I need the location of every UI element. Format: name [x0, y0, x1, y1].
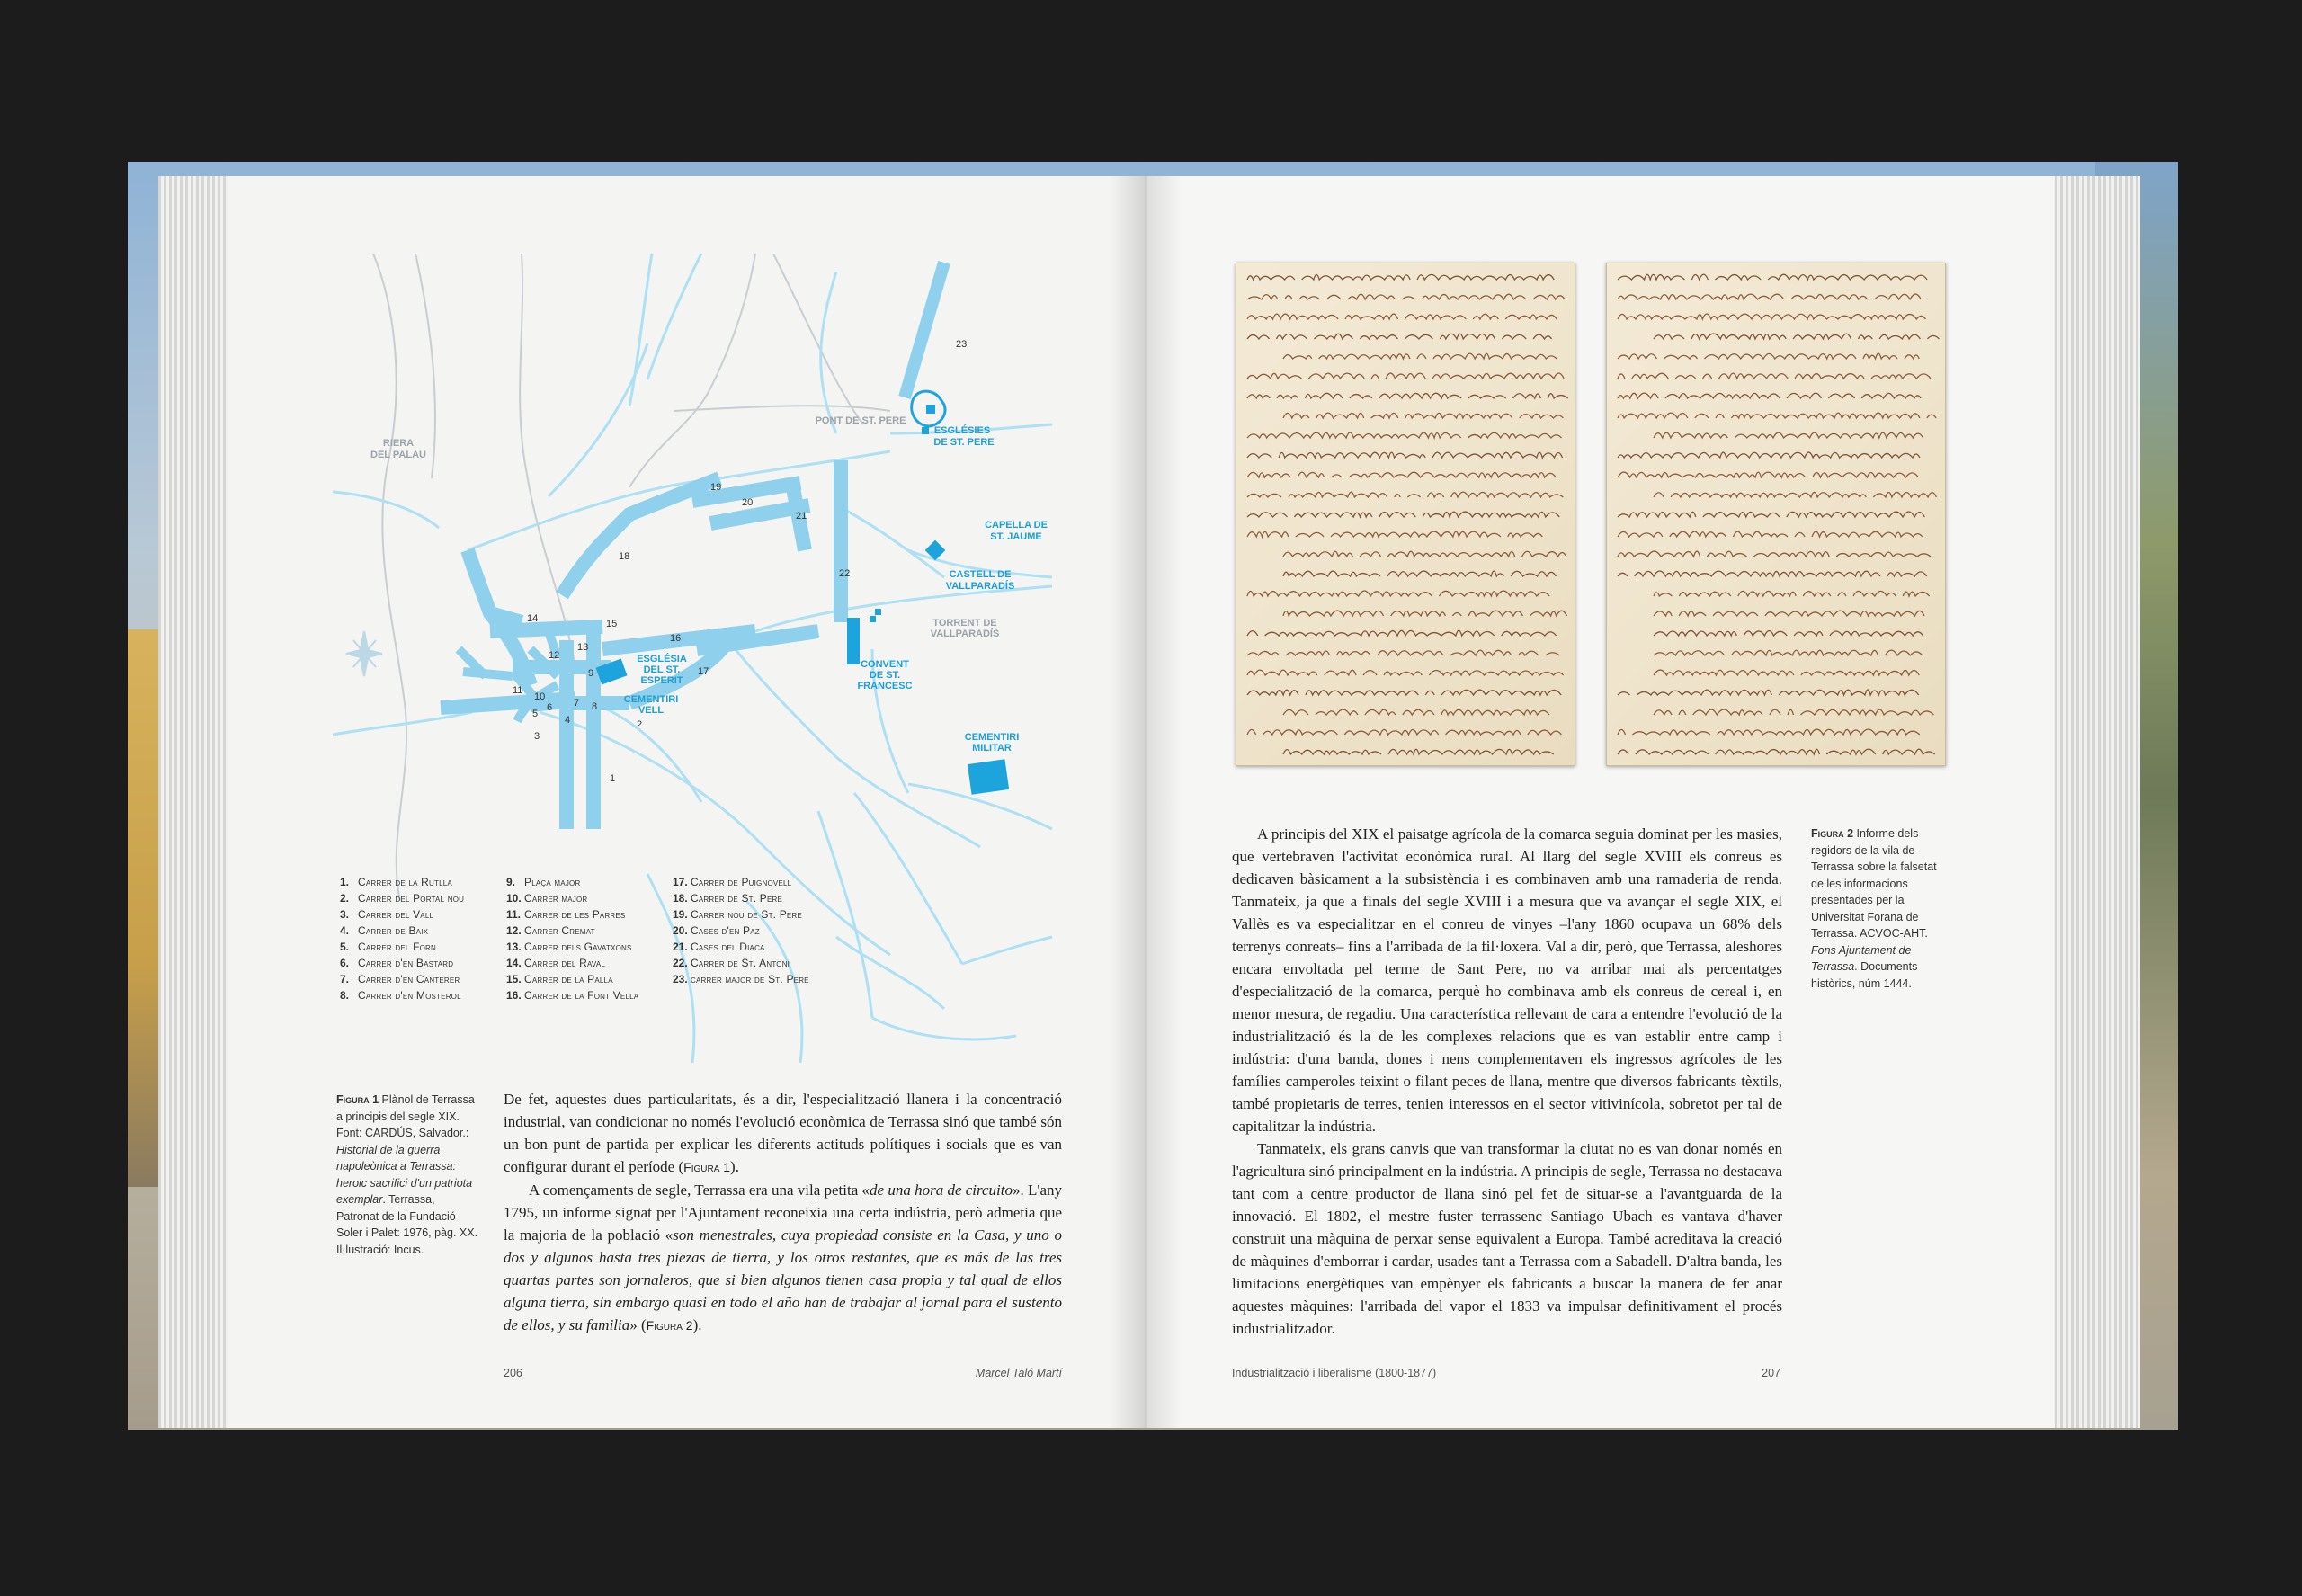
handwriting-line: [1654, 650, 1923, 655]
handwriting-line: [1618, 452, 1927, 458]
handwriting-line: [1654, 670, 1926, 675]
legend-column-2: [506, 874, 664, 1003]
handwriting-line: [1618, 314, 1926, 319]
map-num-14: 14: [527, 613, 539, 624]
handwriting-line: [1247, 472, 1563, 477]
legend-column-1: [340, 874, 497, 1003]
handwriting-line: [1247, 591, 1549, 596]
handwriting-line: [1247, 294, 1565, 299]
map-num-4: 4: [565, 715, 571, 726]
legend-item: 18. Carrer de St. Pere: [673, 892, 783, 905]
paragraph: De fet, aquestes dues particularitats, és a dir, l'especialització llanera i la concentració industrial, van condicionar no només l'evolució econòmica de Terrassa sinó que també són un bon punt de partida per explicar les diferents actituds polítiques i socials que es van configurar durant el període (Figura 1).: [504, 1091, 1062, 1175]
handwriting-line: [1618, 690, 1919, 695]
handwriting-line: [1247, 690, 1561, 695]
legend-item: 1. Carrer de la Rutlla: [340, 876, 452, 888]
legend-item: 9. Plaça major: [506, 876, 581, 888]
map-num-2: 2: [637, 719, 643, 730]
legend-item: 14. Carrer del Raval: [506, 957, 606, 969]
legend-item: 19. Carrer nou de St. Pere: [673, 908, 802, 921]
map-num-12: 12: [549, 650, 560, 661]
legend-item: 12. Carrer Cremat: [506, 924, 595, 937]
label-torrent-1: TORRENT DE: [932, 618, 997, 629]
legend-item: 21. Cases del Diaca: [673, 941, 765, 953]
map-num-11: 11: [513, 685, 523, 696]
map-num-23: 23: [956, 339, 968, 350]
legend-item: 3. Carrer del Vall: [340, 908, 434, 921]
map-num-13: 13: [577, 642, 589, 653]
handwriting-line: [1247, 432, 1562, 438]
map-num-21: 21: [796, 511, 807, 522]
legend-item: 4. Carrer de Baix: [340, 924, 429, 937]
handwriting-line: [1618, 472, 1926, 477]
map-num-5: 5: [532, 709, 539, 719]
handwriting-line: [1654, 591, 1937, 596]
legend-item: 17. Carrer de Puignovell: [673, 876, 792, 888]
map-num-3: 3: [534, 731, 540, 742]
manuscript-page-1: [1236, 263, 1575, 766]
legend-item: 20. Cases d'en Paz: [673, 924, 760, 937]
map-num-15: 15: [606, 619, 618, 629]
handwriting-line: [1654, 630, 1923, 636]
legend-item: 13. Carrer dels Gavatxons: [506, 941, 632, 953]
handwriting-line: [1283, 749, 1561, 754]
label-esglesies-2: DE ST. PERE: [933, 437, 995, 448]
right-body-text: [1232, 823, 1782, 1340]
map-num-10: 10: [534, 691, 546, 702]
handwriting-line: [1618, 373, 1931, 379]
legend-item: 6. Carrer d'en Bastard: [340, 957, 454, 969]
handwriting-line: [1283, 709, 1549, 715]
label-capella-1: CAPELLA DE: [985, 520, 1048, 531]
handwriting-line: [1618, 571, 1927, 576]
label-convent-3: FRANCESC: [857, 681, 913, 691]
handwriting-line: [1247, 531, 1542, 537]
handwriting-line: [1247, 670, 1564, 675]
label-cementiri-vell-1: CEMENTIRI: [623, 694, 679, 705]
handwriting-line: [1618, 413, 1936, 418]
handwriting-line: [1618, 353, 1919, 359]
handwriting-line: [1618, 274, 1927, 280]
handwriting-line: [1283, 571, 1556, 576]
map-num-18: 18: [619, 551, 630, 562]
map-num-22: 22: [839, 568, 851, 579]
legend-item: 7. Carrer d'en Canterer: [340, 973, 460, 985]
handwriting-line: [1283, 611, 1567, 616]
book-page-edges-right: [2041, 176, 2140, 1428]
label-convent-2: DE ST.: [869, 670, 901, 681]
page-number-right: 207: [1762, 1367, 1780, 1379]
handwriting-line: [1247, 274, 1554, 280]
running-head-author: Marcel Taló Martí: [975, 1367, 1062, 1379]
handwriting-line: [1654, 432, 1923, 438]
legend-item: 16. Carrer de la Font Vella: [506, 989, 639, 1002]
handwriting-line: [1247, 314, 1564, 319]
running-head-chapter: Industrialització i liberalisme (1800-1877): [1232, 1367, 1437, 1379]
map-num-1: 1: [610, 773, 616, 784]
handwriting-line: [1618, 749, 1935, 754]
legend-column-3: [673, 874, 821, 987]
handwriting-line: [1618, 294, 1928, 299]
legend-item: 2. Carrer del Portal nou: [340, 892, 465, 905]
legend-item: 5. Carrer del Forn: [340, 941, 437, 953]
handwriting-line: [1654, 334, 1939, 339]
label-riera-1: RIERA: [382, 438, 415, 449]
legend-item: 23. carrer major de St. Pere: [673, 973, 809, 985]
label-capella-2: ST. JAUME: [990, 531, 1042, 542]
label-cementiri-militar-1: CEMENTIRI: [964, 732, 1020, 743]
map-num-19: 19: [710, 482, 722, 493]
map-num-6: 6: [547, 702, 553, 713]
label-torrent-2: VALLPARADÍS: [930, 629, 1000, 639]
map-num-8: 8: [592, 701, 598, 712]
book-gutter-shadow: [1110, 176, 1182, 1428]
manuscript-page-2: [1606, 263, 1946, 766]
handwriting-line: [1247, 452, 1563, 458]
figure-2-caption: Figura 2 Informe dels regidors de la vila de Terrassa sobre la falsetat de les informacions presentades per la Universitat Forana de Terrassa. ACVOC-AHT. Fons Ajuntament de Terrassa. Documents històrics, núm 1444.: [1811, 827, 1937, 990]
handwriting-line: [1247, 334, 1552, 339]
figure-1-caption: Figura 1 Plànol de Terrassa a principis del segle XIX. Font: CARDÚS, Salvador.: Historial de la guerra napoleònica a Terrassa: heroic sacrifici d'un patriota exemplar. Terrassa, Patronat de la Fundació Soler i Palet: 1976, pàg. XX. Il·lustració: Incus.: [336, 1093, 478, 1256]
map-num-20: 20: [742, 497, 754, 508]
label-convent-1: CONVENT: [861, 659, 909, 670]
label-cementiri-militar-2: MILITAR: [972, 743, 1012, 753]
label-castell-1: CASTELL DE: [949, 569, 1012, 580]
map-num-9: 9: [588, 668, 594, 679]
label-cementiri-vell-2: VELL: [638, 705, 665, 716]
handwriting-line: [1247, 630, 1557, 636]
handwriting-line: [1247, 650, 1566, 655]
map-num-7: 7: [574, 698, 580, 709]
handwriting-line: [1618, 393, 1921, 398]
page-number-left: 206: [504, 1367, 522, 1379]
handwriting-line: [1247, 373, 1564, 379]
handwriting-line: [1283, 551, 1566, 557]
handwriting-line: [1247, 393, 1568, 398]
legend-item: 22. Carrer de St. Antoni: [673, 957, 790, 969]
legend-item: 15. Carrer de la Palla: [506, 973, 613, 985]
handwriting-line: [1247, 512, 1559, 517]
paragraph: Tanmateix, els grans canvis que van transformar la ciutat no es van donar només en l'agricultura sinó principalment en la indústria. A principis de segle, Terrassa no destacava tant com a centre productor de llana sinó pel fet de situar-se a l'avantguarda de la innovació. El 1802, el mestre fuster terrassenc Santiago Ubach es vantava d'haver construït una màquina de perxar sense equivalent a Europa. També acreditava la creació de màquines d'emborrar i cardar, usades tant a Terrassa com a Sabadell. D'altra banda, les limitacions energètiques van empènyer els fabricants a buscar la manera de fer anar aquestes màquines: l'arribada del vapor el 1833 va impulsar definitivament el procés industrialitzador.: [1232, 1140, 1782, 1337]
handwriting-line: [1283, 353, 1557, 359]
legend-item: 10. Carrer major: [506, 892, 588, 905]
handwriting-line: [1247, 492, 1563, 497]
label-esglesia-2: DEL ST.: [643, 664, 681, 675]
label-esglesia-3: ESPERIT: [640, 675, 683, 686]
handwriting-line: [1618, 729, 1920, 735]
handwriting-line: [1654, 492, 1936, 497]
handwriting-line: [1247, 729, 1561, 735]
book-page-edges-left: [158, 176, 239, 1428]
label-esglesia-1: ESGLÉSIA: [637, 654, 687, 664]
legend-item: 8. Carrer d'en Mosterol: [340, 989, 461, 1002]
paragraph: A començaments de segle, Terrassa era una vila petita «de una hora de circuito». L'any 1795, un informe signat per l'Ajuntament reconeixia una certa indústria, però admetia que la majoria de la població «son menestrales, cuya propiedad consiste en la Casa, y uno o dos y algunos hasta tres piezas de tierra, y los otros restantes, que es más de las tres quartas partes son jornaleros, que si bien algunos tienen casa propia y tal qual de ellos alguna tierra, sin embargo quasi en todo el año han de trabajar al jornal para el sustento de ellos, y su familia» (Figura 2).: [504, 1181, 1062, 1333]
legend-item: 11. Carrer de les Parres: [506, 908, 626, 921]
handwriting-line: [1618, 531, 1923, 537]
left-body-text: [504, 1088, 1062, 1337]
handwriting-line: [1654, 611, 1924, 616]
label-castell-2: VALLPARADÍS: [945, 581, 1015, 592]
handwriting-line: [1654, 709, 1933, 715]
handwriting-line: [1283, 413, 1563, 418]
map-num-16: 16: [670, 633, 682, 644]
map-num-17: 17: [698, 666, 709, 677]
handwriting-line: [1618, 551, 1931, 557]
label-pont: PONT DE ST. PERE: [815, 415, 906, 426]
label-esglesies-1: ESGLÉSIES: [933, 425, 991, 436]
handwriting-line: [1618, 512, 1924, 517]
paragraph: A principis del XIX el paisatge agrícola de la comarca seguia dominat per les masies, que vertebraven l'activitat econòmica rural. Al llarg del segle XVIII els conreus es dedicaven bàsicament a la subsistència i es combinaven amb una ramaderia de renda. Tanmateix, ja que a finals del segle XVIII i a mesura que va avançar el segle XIX, el Vallès es va especialitzar en el conreu de vinyes –l'any 1860 ocupava un 68% dels terrenys conreats– fins a l'arribada de la fil·loxera. Val a dir, però, que Terrassa, aleshores encara envoltada pel terme de Sant Pere, no va arribar mai als percentatges d'especialització de la comarca, perquè ho combinava amb els conreus de cereal i, en menor mesura, de regadiu. Una característica rellevant de cara a entendre l'evolució de la industrialització és la de les complexes relacions que es van establir entre camp i indústria: d'una banda, dones i nens complementaven els ingressos agrícoles de les famílies camperoles teixint o filant peces de llana, mentre que diversos fabricants tèxtils, també propietaris de terres, tenien interessos en el sector vitivinícola, sobretot per tal de capitalitzar la indústria.: [1232, 825, 1782, 1135]
label-riera-2: DEL PALAU: [370, 450, 426, 460]
